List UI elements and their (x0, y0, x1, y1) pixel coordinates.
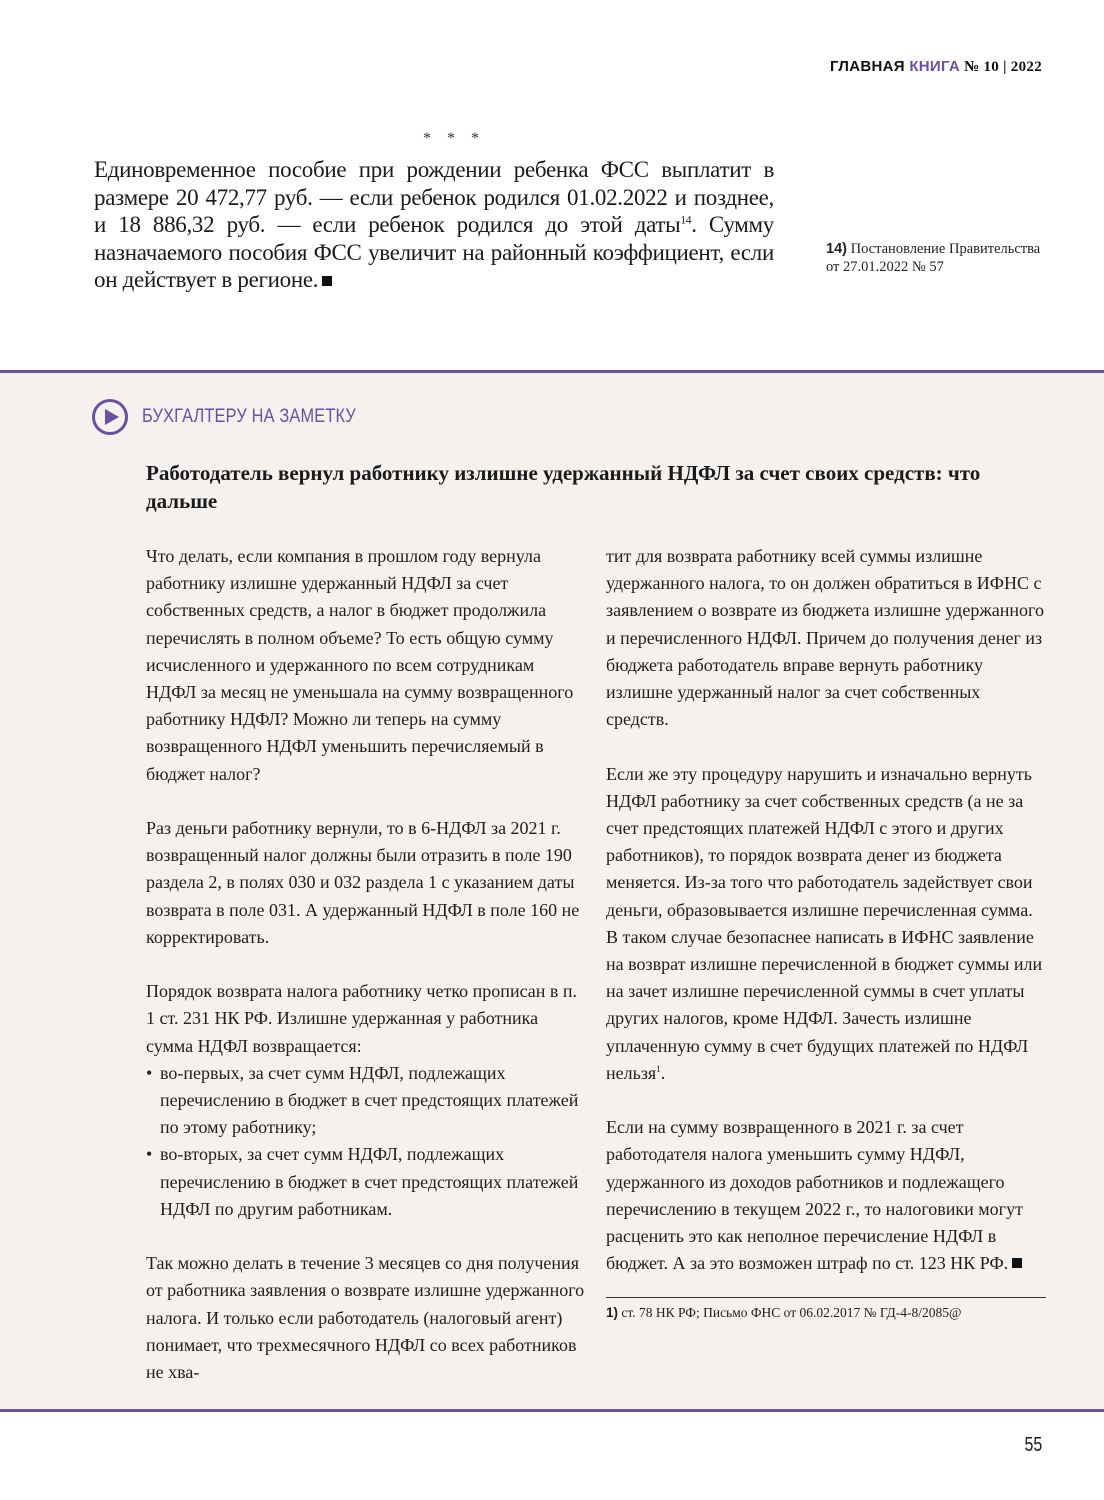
top-article-end (94, 130, 774, 294)
masthead-title-accent: КНИГА (909, 58, 961, 75)
paragraph: Если на сумму возвращенного в 2021 г. за счет работодателя налога уменьшить сумму НДФЛ, удержанного из доходов работников и подлежащего перечислению в текущем 2022 г., то налоговики могут расценить это как неполное перечисление НДФЛ в бюджет. А за это возможен штраф по ст. 123 НК РФ. (606, 1117, 1023, 1274)
box-section-label: БУХГАЛТЕРУ НА ЗАМЕТКУ (142, 406, 356, 427)
footnote-number: 1) (606, 1304, 619, 1320)
list-item: • во-вторых, за счет сумм НДФЛ, подлежащих перечислению в бюджет в счет предстоящих платежей НДФЛ по другим работникам. (146, 1141, 586, 1223)
side-footnote (826, 240, 1046, 276)
box-title: Работодатель вернул работнику излишне удержанный НДФЛ за счет своих средств: что дальше (146, 461, 981, 513)
footnote-ref-14[interactable]: 14 (680, 214, 692, 227)
masthead (830, 58, 1042, 76)
accountant-note-box (0, 370, 1104, 1412)
footnote (606, 1304, 1046, 1322)
masthead-issue: № 10 | 2022 (960, 59, 1042, 75)
box-header (92, 399, 391, 435)
list-item: • во-первых, за счет сумм НДФЛ, подлежащих перечислению в бюджет в счет предстоящих платежей по этому работнику; (146, 1060, 586, 1142)
paragraph: Если же эту процедуру нарушить и изначально вернуть НДФЛ работнику за счет собственных средств (а не за счет предстоящих платежей НДФЛ с этого и других работников), то порядок возврата денег из бюджета меняется. Из-за того что работодатель задействует свои деньги, образовывается излишне перечисленная сумма. В таком случае безопаснее написать в ИФНС заявление на возврат излишне перечисленной в бюджет суммы или на зачет излишне перечисленной суммы в счет уплаты других налогов, кроме НДФЛ. Зачесть излишне уплаченную сумму в счет будущих платежей по НДФЛ нельзя$^1$. (606, 763, 1043, 1083)
side-footnote-number: 14) (826, 241, 847, 257)
paragraph: Так можно делать в течение 3 месяцев со дня получения от работника заявления о возврате излишне удержанного налога. И только если работодатель (налоговый агент) понимает, что трехмесячного НДФЛ со всех работников не хва- (146, 1253, 585, 1383)
top-paragraph: Единовременное пособие при рождении ребенка ФСС выплатит в размере 20 472,77 руб. — если ребенок родился 01.02.2022 и позднее, и 18 886,32 руб. — если ребенок родился до этой даты$^{14}$. Сумму назначаемого пособия ФСС увеличит на районный коэффициент, если он действует в регионе. (94, 157, 774, 292)
side-footnote-text: Постановление Правительства от 27.01.2022 № 57 (826, 241, 1041, 275)
section-separator: * * * (423, 130, 485, 147)
paragraph: Что делать, если компания в прошлом году вернула работнику излишне удержанный НДФЛ за счет собственных средств, а налог в бюджет продолжила перечислять в полном объеме? То есть общую сумму исчисленного и удержанного по всем сотрудникам НДФЛ за месяц не уменьшала на сумму возвращенного работнику НДФЛ? Можно ли теперь на сумму возвращенного НДФЛ уменьшить перечисляемый в бюджет налог? (146, 546, 574, 784)
footnote-divider (606, 1297, 1046, 1298)
bullet-list (146, 1060, 586, 1223)
paragraph: Порядок возврата налога работнику четко прописан в п. 1 ст. 231 НК РФ. Излишне удержанная у работника сумма НДФЛ возвращается: (146, 981, 578, 1056)
masthead-title: ГЛАВНАЯ (830, 58, 910, 75)
paragraph: Раз деньги работнику вернули, то в 6-НДФЛ за 2021 г. возвращенный налог должны были отразить в поле 190 раздела 2, в полях 030 и 032 раздела 1 с указанием даты возврата в поле 031. А удержанный НДФЛ в поле 160 не корректировать. (146, 818, 580, 947)
right-column (606, 543, 1046, 1322)
left-column (146, 543, 586, 1413)
footnote-ref-1[interactable]: 1 (656, 1063, 661, 1074)
page-number: 55 (1024, 1434, 1042, 1456)
paragraph: тит для возврата работнику всей суммы излишне удержанного налога, то он должен обратиться в ИФНС с заявлением о возврате из бюджета излишне удержанного и перечисленного НДФЛ. Причем до получения денег из бюджета работодатель вправе вернуть работнику излишне удержанный налог за счет собственных средств. (606, 546, 1044, 730)
end-of-article-mark (1012, 1258, 1022, 1268)
play-circle-icon (92, 399, 128, 435)
footnote-text: ст. 78 НК РФ; Письмо ФНС от 06.02.2017 № ГД-4-8/2085@ (618, 1304, 962, 1320)
end-of-article-mark (322, 276, 332, 286)
